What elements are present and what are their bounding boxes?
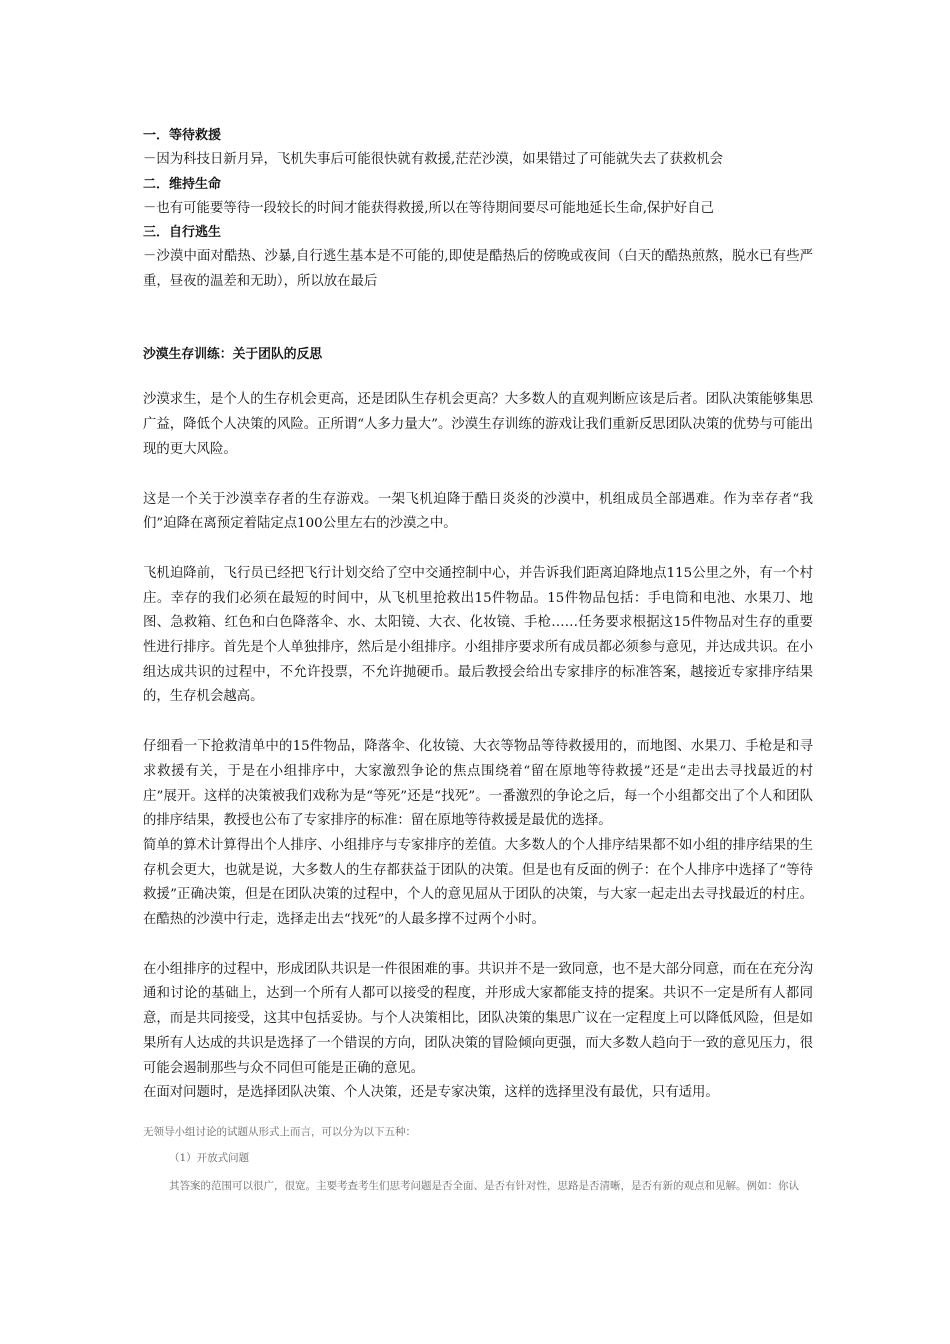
section-text-1: －因为科技日新月异，飞机失事后可能很快就有救援,茫茫沙漠，如果错过了可能就失去了获救机会 [143, 152, 724, 167]
article-paragraph-6: 在小组排序的过程中，形成团队共识是一件很困难的事。共识并不是一致同意，也不是大部分同意，而在在充分沟通和讨论的基础上，达到一个所有人都可以接受的程度，并形成大家都能支持的提案。共识不一定是所有人都同意，而是共同接受，这其中包括妥协。与个人决策相比，团队决策的集思广议在一定程度上可以降低风险，但是如果所有人达成的共识是选择了一个错误的方向，团队决策的冒险倾向更强，而大多数人趋向于一致的意见压力，很可能会遏制那些与众不同但可能是正确的意见。 [143, 961, 813, 1076]
section-heading-3: 三．自行逃生 [143, 225, 222, 240]
article-paragraph-4: 仔细看一下抢救清单中的15件物品，降落伞、化妆镜、大衣等物品等待救援用的，而地图、水果刀、手枪是和寻求救援有关，于是在小组排序中，大家激烈争论的焦点围绕着“留在原地等待救援”还是“走出去寻找最近的村庄”展开。这样的决策被我们戏称为是“等死”还是“找死”。一番激烈的争论之后，每一个小组都交出了个人和团队的排序结果，教授也公布了专家排序的标准：留在原地等待救援是最优的选择。 [143, 739, 813, 829]
appendix-item-1: （1）开放式问题 [169, 1151, 250, 1164]
appendix-intro: 无领导小组讨论的试题从形式上而言，可以分为以下五种： [143, 1125, 416, 1138]
section-text-2: －也有可能要等待一段较长的时间才能获得救援,所以在等待期间要尽可能地延长生命,保护好自己 [143, 200, 714, 216]
article-paragraph-2: 这是一个关于沙漠幸存者的生存游戏。一架飞机迫降于酷日炎炎的沙漠中，机组成员全部遇难。作为幸存者“我们”迫降在离预定着陆定点100公里左右的沙漠之中。 [143, 491, 813, 532]
section-heading-1: 一．等待救援 [143, 128, 222, 143]
section-heading-2: 二．维持生命 [143, 176, 222, 192]
article-paragraph-1: 沙漠求生，是个人的生存机会更高，还是团队生存机会更高？大多数人的直观判断应该是后者。团队决策能够集思广益，降低个人决策的风险。正所谓“人多力量大”。沙漠生存训练的游戏让我们重新反思团队决策的优势与可能出现的更大风险。 [143, 392, 813, 457]
appendix-item-1-text: 其答案的范围可以很广，很宽。主要考查考生们思考问题是否全面、是否有针对性，思路是否清晰，是否有新的观点和见解。例如：你认 [169, 1179, 799, 1192]
article-paragraph-7: 在面对问题时，是选择团队决策、个人决策，还是专家决策，这样的选择里没有最优，只有适用。 [143, 1085, 719, 1101]
article-title: 沙漠生存训练：关于团队的反思 [143, 347, 323, 363]
document-page [143, 124, 813, 1196]
article-paragraph-5: 简单的算术计算得出个人排序、小组排序与专家排序的差值。大多数人的个人排序结果都不如小组的排序结果的生存机会更大，也就是说，大多数人的生存都获益于团队的决策。但是也有反面的例子：在个人排序中选择了“等待救援”正确决策，但是在团队决策的过程中，个人的意见屈从于团队的决策，与大家一起走出去寻找最近的村庄。在酷热的沙漠中行走，选择走出去“找死”的人最多撑不过两个小时。 [143, 837, 813, 928]
section-text-3: －沙漠中面对酷热、沙暴,自行逃生基本是不可能的,即使是酷热后的傍晚或夜间（白天的酷热煎熬，脱水已有些严重，昼夜的温差和无助），所以放在最后 [143, 249, 813, 289]
article-paragraph-3: 飞机迫降前，飞行员已经把飞行计划交给了空中交通控制中心，并告诉我们距离迫降地点115公里之外，有一个村庄。幸存的我们必须在最短的时间中，从飞机里抢救出15件物品。15件物品包括：手电筒和电池、水果刀、地图、急救箱、红色和白色降落伞、水、太阳镜、大衣、化妆镜、手枪……任务要求根据这15件物品对生存的重要性进行排序。首先是个人单独排序，然后是小组排序。小组排序要求所有成员都必须参与意见，并达成共识。在小组达成共识的过程中，不允许投票，不允许抛硬币。最后教授会给出专家排序的标准答案，越接近专家排序结果的，生存机会越高。 [143, 565, 813, 705]
